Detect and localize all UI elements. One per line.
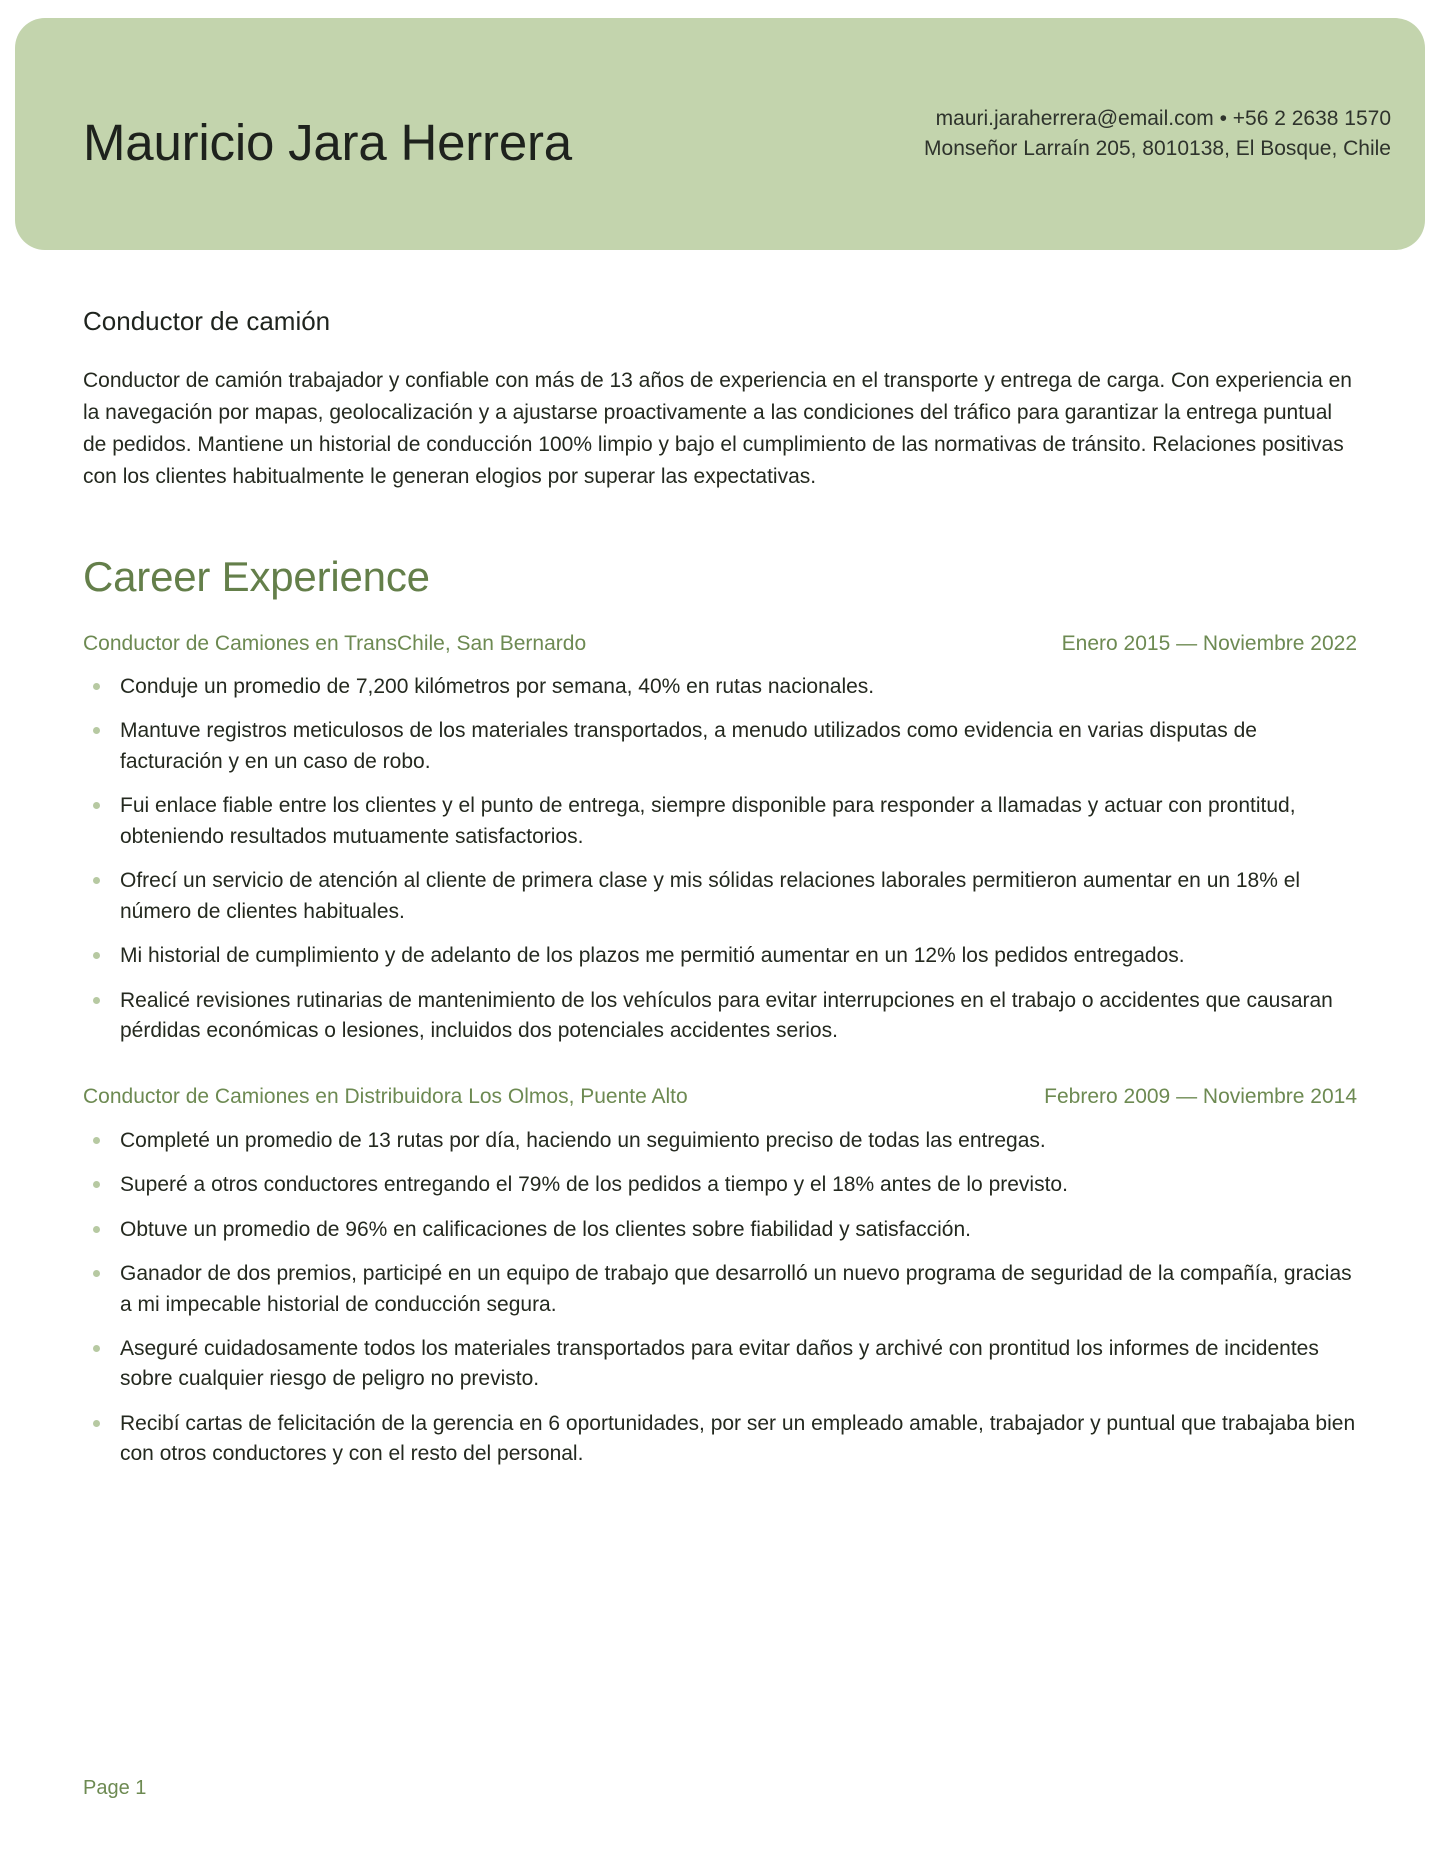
bullet-text: Conduje un promedio de 7,200 kilómetros por semana, 40% en rutas nacionales.: [120, 675, 875, 698]
list-item: [83, 1215, 1357, 1245]
page-number-footer: Page 1: [83, 1777, 147, 1799]
bullet-dot-icon: [93, 997, 100, 1004]
header-inner: [15, 18, 1425, 250]
list-item: [83, 1409, 1357, 1470]
bullet-text: Fui enlace fiable entre los clientes y el punto de entrega, siempre disponible para responder a llamadas y actuar con prontitud, obteniendo resultados mutuamente satisfactorios.: [120, 794, 1296, 848]
job-block: [83, 1082, 1357, 1469]
job-dates: Febrero 2009 — Noviembre 2014: [1044, 1085, 1357, 1109]
bullet-dot-icon: [93, 727, 100, 734]
list-item: [83, 672, 1357, 702]
contact-block: [924, 104, 1391, 172]
bullet-text: Ofrecí un servicio de atención al cliente de primera clase y mis sólidas relaciones laborales permitieron aumentar en un 18% el número de clientes habituales.: [120, 869, 1301, 923]
bullet-text: Recibí cartas de felicitación de la gerencia en 6 oportunidades, por ser un empleado amable, trabajador y puntual que trabajaba bien con otros conductores y con el resto del personal.: [120, 1411, 1356, 1466]
section-heading-career-experience: Career Experience: [83, 553, 430, 601]
bullet-dot-icon: [93, 683, 100, 690]
job-header: [83, 1082, 1357, 1111]
contact-email-phone: mauri.jaraherrera@email.com • +56 2 2638 1570: [935, 107, 1391, 131]
bullet-text: Superé a otros conductores entregando el 79% de los pedidos a tiempo y el 18% antes de lo previsto.: [120, 1173, 1068, 1197]
bullet-dot-icon: [93, 1420, 100, 1427]
bullet-dot-icon: [93, 1181, 100, 1188]
job-role: Conductor de Camiones en TransChile, San Bernardo: [83, 631, 587, 655]
job-bullet-list: [83, 1126, 1357, 1470]
list-item: [83, 791, 1357, 852]
bullet-text: Aseguré cuidadosamente todos los materiales transportados para evitar daños y archivé con prontitud los informes de incidentes sobre cualquier riesgo de peligro no previsto.: [120, 1336, 1319, 1391]
list-item: [83, 941, 1357, 971]
bullet-dot-icon: [93, 877, 100, 884]
bullet-dot-icon: [93, 1226, 100, 1233]
bullet-text: Obtuve un promedio de 96% en calificaciones de los clientes sobre fiabilidad y satisfacción.: [120, 1217, 971, 1241]
list-item: [83, 866, 1357, 927]
bullet-dot-icon: [93, 1137, 100, 1144]
bullet-text: Completé un promedio de 13 rutas por día, haciendo un seguimiento preciso de todas las entregas.: [120, 1128, 1046, 1152]
bullet-text: Realicé revisiones rutinarias de mantenimiento de los vehículos para evitar interrupciones en el trabajo o accidentes que causaran pérdidas económicas o lesiones, incluidos dos potenciales accidentes serios.: [120, 988, 1333, 1042]
page-title: Mauricio Jara Herrera: [83, 114, 572, 172]
list-item: [83, 986, 1357, 1047]
list-item: [83, 1259, 1357, 1320]
job-block: [83, 629, 1357, 1047]
list-item: [83, 1126, 1357, 1156]
job-header: [83, 629, 1357, 658]
bullet-dot-icon: [93, 1345, 100, 1352]
bullet-dot-icon: [93, 952, 100, 959]
job-dates: Enero 2015 — Noviembre 2022: [1061, 631, 1357, 655]
resume-content: [83, 305, 1357, 1470]
job-list: [83, 629, 1357, 1470]
bullet-text: Mantuve registros meticulosos de los materiales transportados, a menudo utilizados como evidencia en varias disputas de facturación y en un caso de robo.: [120, 719, 1257, 773]
job-bullet-list: [83, 672, 1357, 1046]
bullet-text: Ganador de dos premios, participé en un equipo de trabajo que desarrolló un nuevo programa de seguridad de la compañía, gracias a mi impecable historial de conducción segura.: [120, 1262, 1352, 1316]
bullet-dot-icon: [93, 802, 100, 809]
job-role: Conductor de Camiones en Distribuidora Los Olmos, Puente Alto: [83, 1085, 688, 1109]
list-item: [83, 1170, 1357, 1200]
bullet-text: Mi historial de cumplimiento y de adelanto de los plazos me permitió aumentar en un 12% los pedidos entregados.: [120, 944, 1185, 968]
bullet-dot-icon: [93, 1270, 100, 1277]
list-item: [83, 1334, 1357, 1395]
professional-summary: Conductor de camión trabajador y confiable con más de 13 años de experiencia en el transporte y entrega de carga. Con experiencia en la navegación por mapas, geolocalización y a ajustarse proactivamente a las condiciones del tráfico para garantizar la entrega puntual de pedidos. Mantiene un historial de conducción 100% limpio y bajo el cumplimiento de las normativas de tránsito. Relaciones positivas con los clientes habitualmente le generan elogios por superar las expectativas.: [83, 368, 1352, 488]
contact-address: Monseñor Larraín 205, 8010138, El Bosque, Chile: [924, 137, 1391, 161]
list-item: [83, 716, 1357, 777]
headline-job-title: Conductor de camión: [83, 306, 331, 336]
header-band: [15, 18, 1425, 250]
